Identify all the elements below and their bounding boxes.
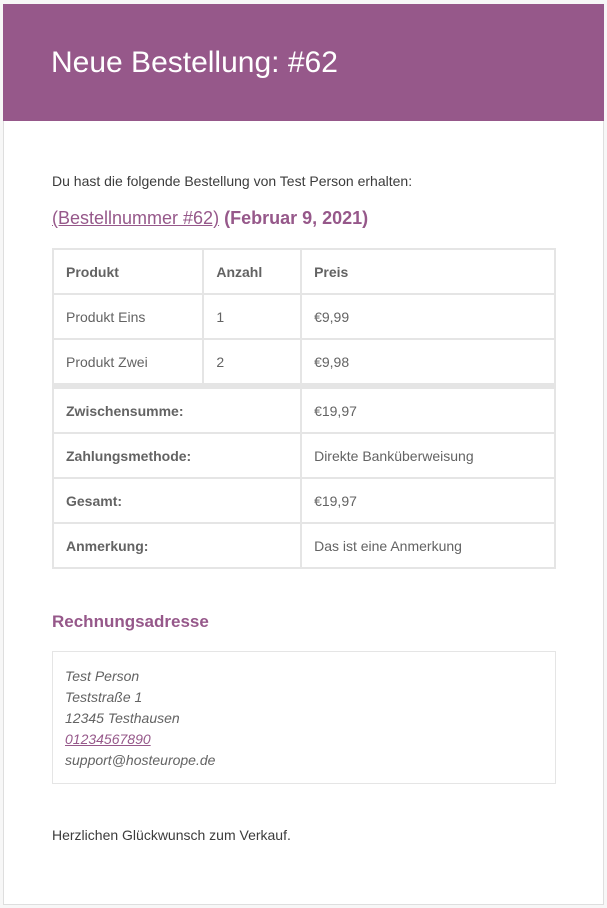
email-header [3, 4, 604, 121]
total-value: Das ist eine Anmerkung [301, 523, 555, 568]
billing-address-title: Rechnungsadresse [52, 612, 209, 631]
email-title: Neue Bestellung: #62 [51, 45, 338, 79]
total-label: Gesamt: [53, 478, 301, 523]
table-row [53, 339, 555, 386]
total-value: Direkte Banküberweisung [301, 433, 555, 478]
order-date: (Februar 9, 2021) [224, 208, 369, 228]
item-price: €9,98 [301, 339, 555, 386]
billing-phone-link[interactable]: 01234567890 [65, 731, 151, 747]
total-label: Zahlungsmethode: [53, 433, 301, 478]
order-number-link[interactable]: (Bestellnummer #62) [52, 208, 220, 228]
item-quantity: 1 [203, 294, 301, 339]
item-price: €9,99 [301, 294, 555, 339]
billing-name: Test Person [65, 668, 140, 684]
column-header-price: Preis [301, 249, 555, 294]
total-row-note [53, 523, 555, 568]
item-product: Produkt Zwei [53, 339, 203, 386]
total-label: Anmerkung: [53, 523, 301, 568]
billing-email: support@hosteurope.de [65, 752, 216, 768]
billing-city: 12345 Testhausen [65, 710, 180, 726]
total-value: €19,97 [301, 386, 555, 433]
order-table [52, 248, 556, 569]
column-header-product: Produkt [53, 249, 203, 294]
item-product: Produkt Eins [53, 294, 203, 339]
total-row-payment-method [53, 433, 555, 478]
table-header-row [53, 249, 555, 294]
column-header-quantity: Anzahl [203, 249, 301, 294]
total-row-subtotal [53, 386, 555, 433]
item-quantity: 2 [203, 339, 301, 386]
total-row-grand-total [53, 478, 555, 523]
total-value: €19,97 [301, 478, 555, 523]
billing-street: Teststraße 1 [65, 689, 143, 705]
outro-text: Herzlichen Glückwunsch zum Verkauf. [52, 827, 291, 843]
email-body [4, 121, 603, 843]
table-row [53, 294, 555, 339]
email-wrapper [3, 4, 604, 905]
intro-text: Du hast die folgende Bestellung von Test Person erhalten: [52, 173, 413, 189]
billing-address-box [52, 651, 556, 784]
order-heading [52, 207, 555, 229]
total-label: Zwischensumme: [53, 386, 301, 433]
